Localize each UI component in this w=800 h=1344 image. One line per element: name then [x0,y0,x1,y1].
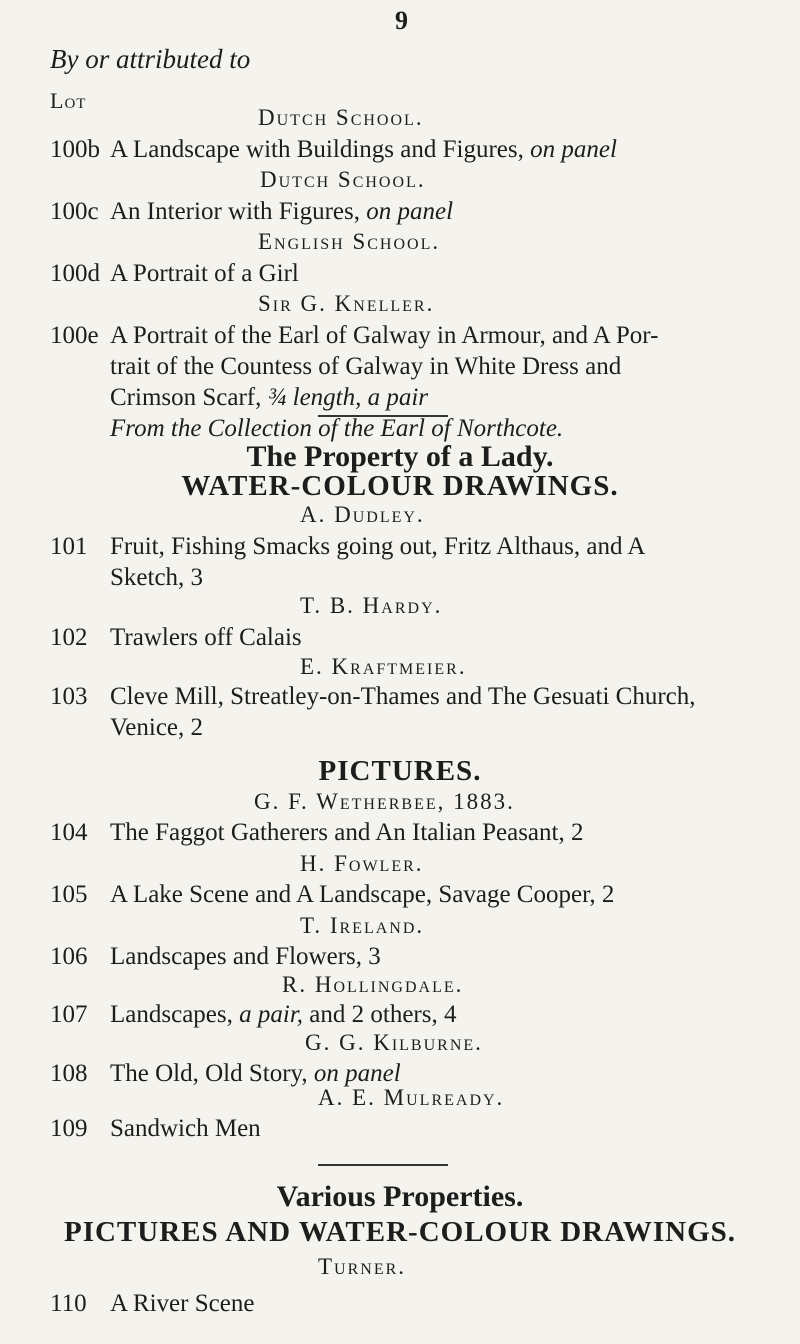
lot-number: 100b [50,136,100,163]
lot-medium: on panel [313,1060,401,1087]
page-number: 9 [395,6,408,35]
artist-name: A. Dudley. [300,502,425,527]
lot-medium: on panel [530,136,617,163]
lot-description-line: Sketch, 3 [110,564,204,591]
owner-heading: Various Properties. [276,1180,524,1213]
lot-text: Crimson Scarf, [110,384,262,411]
section-heading: PICTURES AND WATER-COLOUR DRAWINGS. [63,1216,737,1248]
lot-medium: ¾ length, a pair [267,384,429,411]
artist-name: R. Hollingdale. [282,972,464,997]
lot-title: Landscapes, [110,1001,233,1028]
artist-name: A. E. Mulready. [318,1085,505,1110]
section-divider [318,1164,448,1166]
lot-description-line: Fruit, Fishing Smacks going out, Fritz Althaus, and A [110,533,646,560]
lot-description-line: A Lake Scene and A Landscape, Savage Cooper, 2 [110,881,615,908]
lot-description-line: Sandwich Men [110,1115,261,1142]
lot-medium: on panel [366,198,454,225]
lot-description-line: trait of the Countess of Galway in White Dress and [110,353,622,380]
lot-number: 106 [50,943,88,970]
lot-text: and 2 others, 4 [309,1001,457,1028]
lot-description-line: Landscapes and Flowers, 3 [110,943,381,970]
lot-number: 110 [50,1290,87,1317]
lot-number: 102 [50,624,88,651]
lot-description-line [110,1060,401,1088]
lot-provenance: From the Collection of the Earl of Northcote. [110,415,564,442]
lot-number: 100d [50,260,100,287]
lot-number: 107 [50,1001,88,1028]
lot-description-line: The Faggot Gatherers and An Italian Peasant, 2 [110,819,584,846]
lot-description-line: Cleve Mill, Streatley-on-Thames and The Gesuati Church, [110,683,696,710]
artist-name: T. B. Hardy. [300,593,443,618]
lot-description [110,136,617,164]
lot-number: 103 [50,683,88,710]
artist-name: E. Kraftmeier. [300,654,467,679]
section-heading: WATER-COLOUR DRAWINGS. [181,470,619,502]
lot-title: A Portrait of a Girl [110,260,299,287]
lot-description [110,198,453,226]
lot-description-line [110,384,428,412]
artist-name: Sir G. Kneller. [258,291,435,316]
attribution-heading: By or attributed to [50,44,251,74]
artist-name: Dutch School. [260,167,426,192]
artist-name: H. Fowler. [300,851,424,876]
lot-description-line: Venice, 2 [110,714,204,741]
lot-number: 101 [50,533,88,560]
section-divider [318,415,448,417]
owner-heading: The Property of a Lady. [246,440,554,473]
section-heading: PICTURES. [318,755,482,787]
lot-title: A Landscape with Buildings and Figures, [110,136,524,163]
lot-description-line: Trawlers off Calais [110,624,302,651]
lot-number: 105 [50,881,88,908]
lot-description-line: A River Scene [110,1290,255,1317]
artist-name: G. G. Kilburne. [305,1030,483,1055]
artist-name: T. Ireland. [300,913,425,938]
lot-number: 100e [50,322,99,349]
lot-number: 109 [50,1115,88,1142]
lot-qualifier: a pair, [239,1001,304,1028]
lot-title: The Old, Old Story, [110,1060,308,1087]
lot-title: An Interior with Figures, [110,198,360,225]
lot-number: 104 [50,819,88,846]
lot-description-line: A Portrait of the Earl of Galway in Armour, and A Por- [110,322,659,349]
artist-name: G. F. Wetherbee, 1883. [254,789,515,814]
lot-number: 108 [50,1060,88,1087]
artist-name: Dutch School. [258,105,424,130]
lot-description-line [110,1001,456,1029]
artist-name: English School. [258,229,441,254]
artist-name: Turner. [318,1254,407,1279]
lot-column-heading: Lot [50,88,87,113]
lot-number: 100c [50,198,99,225]
